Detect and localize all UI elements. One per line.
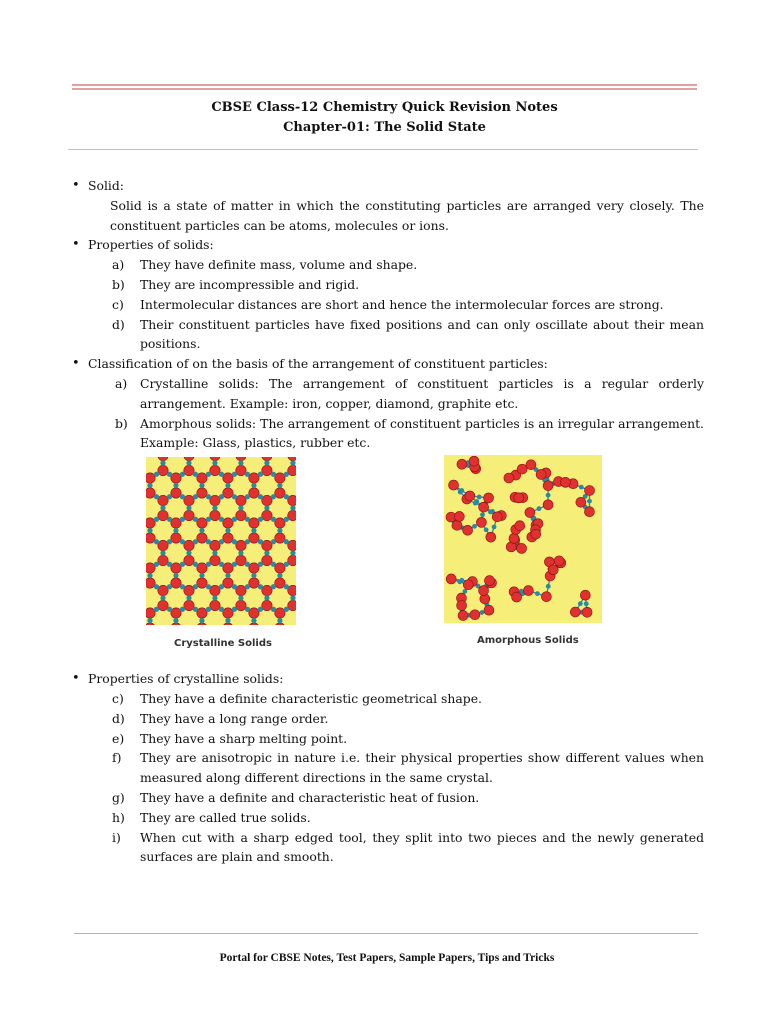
list-item: g) They have a definite and characteristic heat of fusion. [112,789,480,805]
crystal-linker [271,472,276,477]
amorphous-atom [479,502,489,512]
crystal-atom [171,518,181,528]
crystal-linker [219,607,224,612]
amorphous-linker [472,524,477,529]
crystal-linker [238,461,243,466]
amorphous-atom [449,480,459,490]
crystal-linker [154,539,159,544]
amorphous-linker [488,510,493,515]
crystal-atom [249,473,259,483]
crystal-linker [225,483,230,488]
crystal-linker [225,618,230,623]
crystal-atom [171,488,181,498]
solid-definition: Solid is a state of matter in which the constituting particles are arranged very closely. The constituent particles can be atoms, molecules or ions. [110,197,704,233]
amorphous-atom [531,529,541,539]
crystal-linker [206,539,211,544]
crystal-linker [173,483,178,488]
crystal-atom [146,608,155,618]
amorphous-atom [484,493,494,503]
crystal-linker [167,517,172,522]
crystal-linker [173,573,178,578]
amorphous-atom [465,491,475,501]
crystal-linker [238,551,243,556]
crystal-linker [186,506,191,511]
crystal-linker [219,562,224,567]
crystal-atom [197,518,207,528]
amorphous-linker [477,495,482,500]
amorphous-linker [546,584,551,589]
crystal-atom [184,540,194,550]
crystal-linker [154,584,159,589]
crystal-atom [262,540,272,550]
amorphous-linker [474,499,479,504]
crystal-linker [258,494,263,499]
amorphous-atom [446,574,456,584]
crystal-linker [277,573,282,578]
crystal-linker [238,506,243,511]
solids-figures [72,453,704,669]
crystal-atom [146,473,155,483]
amorphous-linker [480,610,485,615]
crystal-linker [193,562,198,567]
crystal-linker [160,596,165,601]
footer-text: Portal for CBSE Notes, Test Papers, Sample Papers, Tips and Tricks [219,952,555,964]
crystal-linker [160,551,165,556]
amorphous-linker [480,513,485,518]
crystal-atom [146,518,155,528]
crystal-linker [258,472,263,477]
amorphous-atom [469,456,479,466]
crystal-atom [171,563,181,573]
crystal-linker [290,551,295,556]
amorphous-linker [587,499,592,504]
crystal-linker [271,539,276,544]
amorphous-atom [548,565,558,575]
amorphous-atom [458,611,468,621]
crystal-linker [212,551,217,556]
crystal-atom [275,518,285,528]
crystal-linker [219,472,224,477]
crystal-atom [158,510,168,520]
crystal-atom [197,488,207,498]
amorphous-linker [584,602,589,607]
crystal-linker [167,539,172,544]
crystal-atom [158,540,168,550]
crystal-linker [245,539,250,544]
crystal-atom [236,465,246,475]
crystal-linker [206,584,211,589]
amorphous-atom [504,473,514,483]
crystal-linker [251,573,256,578]
crystalline-label: Crystalline Solids [174,638,272,650]
crystal-linker [154,607,159,612]
amorphous-atom [526,460,536,470]
crystal-atom [223,533,233,543]
crystal-linker [277,528,282,533]
crystal-atom [184,600,194,610]
crystal-linker [258,539,263,544]
amorphous-linker [484,528,489,533]
crystal-linker [180,607,185,612]
crystal-atom [249,488,259,498]
crystal-linker [264,461,269,466]
crystal-linker [258,562,263,567]
crystal-linker [251,618,256,623]
crystal-linker [238,596,243,601]
crystal-linker [147,618,152,623]
crystal-linker [206,562,211,567]
crystal-atom [275,608,285,618]
amorphous-solid-diagram [444,455,602,623]
crystal-atom [158,555,168,565]
amorphous-atom [514,493,524,503]
crystal-linker [232,472,237,477]
crystal-atom [197,533,207,543]
crystal-atom [197,608,207,618]
crystal-atom [223,473,233,483]
crystal-atom [210,495,220,505]
crystal-linker [225,528,230,533]
crystal-linker [251,483,256,488]
crystal-linker [290,506,295,511]
crystal-linker [284,494,289,499]
amorphous-atom [454,512,464,522]
crystal-linker [264,596,269,601]
crystal-linker [173,618,178,623]
crystal-atom [197,563,207,573]
crystal-linker [180,517,185,522]
crystal-atom [236,510,246,520]
amorphous-atom [585,486,595,496]
crystal-atom [249,533,259,543]
crystal-linker [212,461,217,466]
amorphous-linker [535,591,540,596]
amorphous-background [444,455,602,623]
crystal-atom [210,510,220,520]
amorphous-atom [517,544,527,554]
list-item: c) They have a definite characteristic geometrical shape. [112,690,482,706]
crystal-linker [245,472,250,477]
footer-rule [74,933,698,934]
crystal-atom [236,600,246,610]
amorphous-atom [479,586,489,596]
crystal-atom [197,473,207,483]
amorphous-atom [492,512,502,522]
crystal-atom [223,563,233,573]
crystal-linker [271,562,276,567]
crystal-linker [167,562,172,567]
crystal-linker [258,607,263,612]
crystal-atom [158,600,168,610]
crystal-linker [193,539,198,544]
amorphous-atom [560,477,570,487]
chapter-title: Chapter-01: The Solid State [283,120,486,135]
crystal-linker [232,494,237,499]
crystal-linker [264,551,269,556]
crystal-linker [264,506,269,511]
crystal-atom [223,518,233,528]
crystal-linker [232,539,237,544]
crystal-linker [232,517,237,522]
crystal-linker [186,461,191,466]
crystal-linker [154,562,159,567]
crystal-linker [193,607,198,612]
amorphous-linker [492,525,497,530]
list-item: b) Amorphous solids: The arrangement of constituent particles is an irregular arrangement. Example: Glass, plastics, rubber etc. [115,415,704,451]
amorphous-atom [541,592,551,602]
crystal-linker [271,494,276,499]
crystal-atom [223,608,233,618]
amorphous-linker [459,578,464,583]
crystal-atom [184,585,194,595]
crystal-linker [284,584,289,589]
crystal-linker [147,528,152,533]
crystal-linker [147,573,152,578]
amorphous-atom [457,459,467,469]
crystal-linker [245,562,250,567]
crystal-atom [262,555,272,565]
list-item: d) They have a long range order. [112,710,329,726]
crystal-linker [199,483,204,488]
crystal-atom [236,555,246,565]
crystal-linker [284,472,289,477]
amorphous-atom [543,500,553,510]
crystal-linker [167,607,172,612]
crystal-linker [199,573,204,578]
crystal-atom [236,585,246,595]
crystal-linker [154,517,159,522]
list-item: a) They have definite mass, volume and shape. [112,257,418,273]
amorphous-linker [459,488,464,493]
crystal-atom [262,495,272,505]
crystal-linker [212,596,217,601]
crystal-atom [146,488,155,498]
crystal-linker [186,551,191,556]
crystalline-solid-diagram [146,457,296,625]
crystal-linker [219,517,224,522]
amorphous-atom [484,576,494,586]
list-item: i) When cut with a sharp edged tool, they split into two pieces and the newly generated surfaces are plain and smooth. [112,829,704,865]
crystal-linker [193,584,198,589]
crystal-linker [219,584,224,589]
crystal-atom [249,563,259,573]
amorphous-atom [463,580,473,590]
crystal-linker [193,494,198,499]
amorphous-atom [523,586,533,596]
crystal-atom [158,585,168,595]
header-rule-top [72,84,697,86]
amorphous-atom [536,470,546,480]
crystal-linker [180,494,185,499]
title-divider [68,149,698,150]
crystal-linker [219,494,224,499]
crystal-linker [271,607,276,612]
crystal-atom [275,563,285,573]
crystal-linker [193,517,198,522]
crystal-atom [146,563,155,573]
crystal-linker [284,539,289,544]
list-item: b) They are incompressible and rigid. [112,276,360,292]
crystal-linker [258,584,263,589]
amorphous-atom [570,607,580,617]
crystal-atom [171,473,181,483]
amorphous-linker [578,601,583,606]
crystal-atom [184,510,194,520]
crystal-linker [180,584,185,589]
amorphous-atom [512,592,522,602]
amorphous-atom [515,521,525,531]
crystal-linker [154,472,159,477]
crystal-atom [158,465,168,475]
amorphous-atom [476,518,486,528]
amorphous-linker [579,485,584,490]
crystal-atom [275,473,285,483]
crystal-linker [206,607,211,612]
notes-content [72,176,704,867]
crystal-linker [271,517,276,522]
list-item: a) Crystalline solids: The arrangement of constituent particles is a regular orderly arrangement. Example: iron, copper, diamond, graphite etc. [115,375,704,411]
crystal-linker [212,506,217,511]
crystal-linker [290,461,295,466]
crystal-atom [249,518,259,528]
crystal-atom [262,585,272,595]
amorphous-atom [484,605,494,615]
crystal-atom [223,488,233,498]
crystal-atom [197,578,207,588]
classification-heading: • Classification of on the basis of the arrangement of constituent particles: [72,354,704,374]
crystal-atom [184,495,194,505]
crystal-linker [245,494,250,499]
amorphous-atom [470,610,480,620]
crystal-atom [210,555,220,565]
list-item: f) They are anisotropic in nature i.e. their physical properties show different values when measured along different directions in the same crystal. [112,750,704,786]
crystal-linker [173,528,178,533]
list-item: c) Intermolecular distances are short and hence the intermolecular forces are strong. [112,296,664,312]
crystal-linker [167,584,172,589]
crystal-linker [232,584,237,589]
crystal-linker [193,472,198,477]
crystalline-properties-heading: • Properties of crystalline solids: [72,669,704,689]
amorphous-atom [543,481,553,491]
header-rule-bottom [72,88,697,90]
crystal-linker [206,517,211,522]
crystal-linker [180,562,185,567]
crystal-atom [249,608,259,618]
crystal-linker [206,472,211,477]
document-title: CBSE Class-12 Chemistry Quick Revision Notes [211,100,558,115]
crystal-atom [262,510,272,520]
crystal-linker [160,506,165,511]
crystal-linker [284,517,289,522]
amorphous-atom [582,607,592,617]
crystal-atom [275,578,285,588]
list-item: h) They are called true solids. [112,809,311,825]
crystal-linker [271,584,276,589]
crystal-linker [284,562,289,567]
amorphous-atom [486,532,496,542]
crystal-atom [184,555,194,565]
crystal-linker [251,528,256,533]
amorphous-atom [457,601,467,611]
crystal-linker [147,483,152,488]
crystal-atom [171,578,181,588]
crystal-linker [258,517,263,522]
crystal-linker [167,494,172,499]
crystal-atom [236,540,246,550]
crystal-atom [210,465,220,475]
crystal-atom [249,578,259,588]
crystal-linker [225,573,230,578]
properties-heading: • Properties of solids: [72,235,704,255]
crystal-atom [158,495,168,505]
crystal-atom [262,600,272,610]
crystal-linker [199,528,204,533]
crystal-linker [245,607,250,612]
crystal-atom [236,495,246,505]
amorphous-atom [509,533,519,543]
crystal-linker [206,494,211,499]
amorphous-atom [525,508,535,518]
solid-heading: • Solid: [72,176,704,196]
crystal-atom [210,585,220,595]
amorphous-atom [554,556,564,566]
crystal-atom [210,600,220,610]
crystal-atom [146,578,155,588]
crystal-linker [277,483,282,488]
crystal-linker [245,517,250,522]
amorphous-atom [576,497,586,507]
crystal-atom [210,540,220,550]
crystal-linker [219,539,224,544]
list-item: d) Their constituent particles have fixed positions and can only oscillate about their mean positions. [112,316,704,352]
amorphous-linker [537,506,542,511]
amorphous-atom [517,464,527,474]
crystal-atom [275,533,285,543]
amorphous-atom [580,590,590,600]
crystal-atom [184,465,194,475]
crystal-atom [171,608,181,618]
crystal-linker [167,472,172,477]
crystal-linker [160,461,165,466]
crystal-atom [146,533,155,543]
crystal-linker [232,607,237,612]
crystal-atom [275,488,285,498]
crystal-linker [180,539,185,544]
crystal-linker [245,584,250,589]
crystal-linker [180,472,185,477]
crystal-linker [154,494,159,499]
list-item: e) They have a sharp melting point. [112,730,348,746]
crystal-atom [262,465,272,475]
amorphous-atom [584,507,594,517]
amorphous-label: Amorphous Solids [477,635,579,647]
crystal-atom [171,533,181,543]
amorphous-atom [463,525,473,535]
crystal-linker [232,562,237,567]
amorphous-linker [546,493,551,498]
crystal-linker [284,607,289,612]
crystal-linker [290,596,295,601]
crystal-linker [199,618,204,623]
crystal-linker [277,618,282,623]
crystal-linker [186,596,191,601]
crystal-atom [223,578,233,588]
